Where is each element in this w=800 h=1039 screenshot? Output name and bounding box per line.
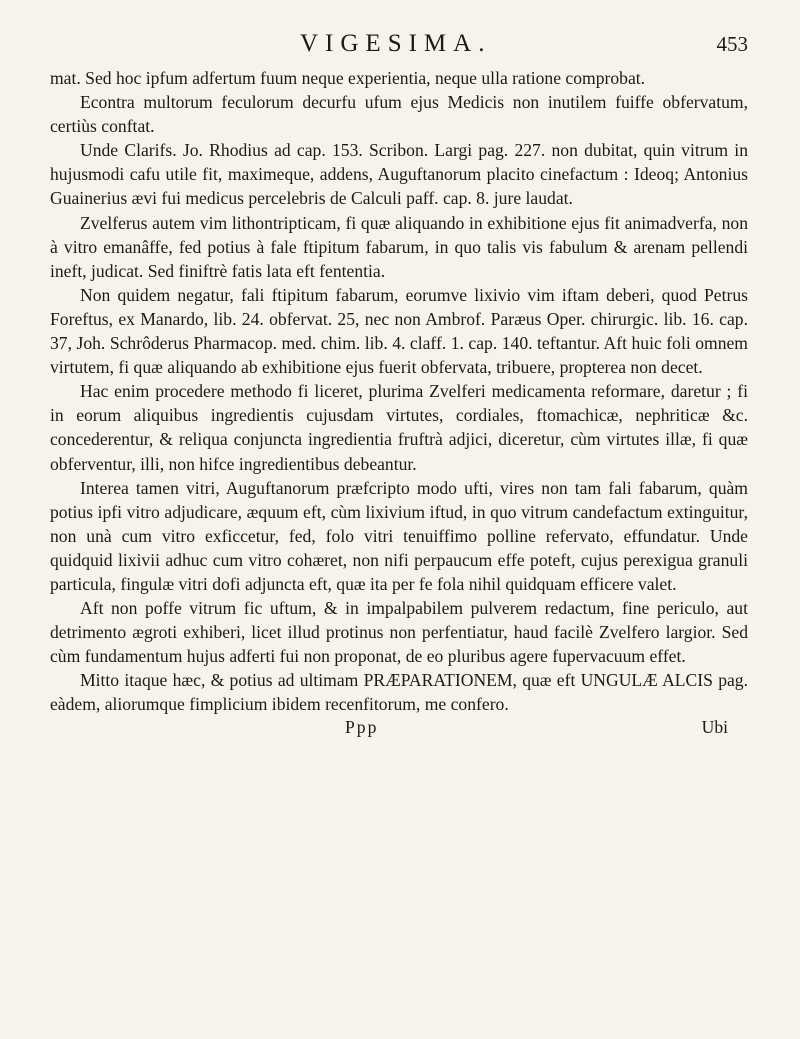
- body-text: [50, 66, 748, 717]
- paragraph: Econtra multorum feculorum decurfu ufum ejus Medicis non inutilem fuiffe obfervatum, certiùs conftat.: [50, 92, 748, 137]
- page-footer: [50, 717, 748, 741]
- paragraph: Hac enim procedere methodo fi liceret, plurima Zvelferi medicamenta reformare, daretur ; fi in eorum aliquibus ingredientis cujusdam virtutes, cordiales, ftomachicæ, nephriticæ &c. concederentur, & reliqua conjuncta ingredientia fruftrà adjici, diceretur, cùm virtutes illæ, fi quæ obferventur, illi, non hifce ingredientibus debeantur.: [50, 381, 748, 474]
- page-number: 453: [716, 32, 748, 56]
- paragraph: Zvelferus autem vim lithontripticam, fi quæ aliquando in exhibitione ejus fit animadverfa, non à vitro emanâffe, fed potius à fale ftipitum fabarum, in quo talis vis fabulum & arenam pellendi ineft, judicat. Sed finiftrè fatis lata eft fententia.: [50, 212, 748, 281]
- running-title: VIGESIMA.: [300, 30, 492, 57]
- paragraph: Mitto itaque hæc, & potius ad ultimam PRÆPARATIONEM, quæ eft UNGULÆ ALCIS pag. eàdem, aliorumque fimplicium ibidem recenfitorum, me confero.: [50, 670, 748, 715]
- running-head: [50, 30, 748, 66]
- paragraph: Non quidem negatur, fali ftipitum fabarum, eorumve lixivio vim iftam deberi, quod Petrus Foreftus, ex Manardo, lib. 24. obfervat. 25, nec non Ambrof. Paræus Oper. chirurgic. lib. 16. cap. 37, Joh. Schrôderus Pharmacop. med. chim. lib. 4. claff. 1. cap. 140. teftantur. Aft huic foli omnem virtutem, fi quæ aliquando ab exhibitione ejus fuerit obfervata, tribuere, propterea non decet.: [50, 284, 748, 378]
- paragraph: Unde Clarifs. Jo. Rhodius ad cap. 153. Scribon. Largi pag. 227. non dubitat, quin vitrum in hujusmodi cafu utile fit, maximeque, addens, Auguftanorum placito cinefactum : Ideoq; Antonius Guainerius ævi fui medicus percelebris de Calculi paff. cap. 8. jure laudat.: [50, 140, 748, 209]
- signature-mark: Ppp: [345, 716, 379, 737]
- paragraph: mat. Sed hoc ipfum adfertum fuum neque experientia, neque ulla ratione comprobat.: [50, 68, 646, 88]
- paragraph: Interea tamen vitri, Auguftanorum præfcripto modo ufti, vires non tam fali fabarum, quàm potius ipfi vitro adjudicare, æquum eft, cùm lixivium iftud, in quo vitrum candefactum extinguitur, non unà cum vitro exficcetur, fed, folo vitri tenuiffimo polline refervato, effundatur. Unde quidquid lixivii adhuc cum vitro cohæret, non nifi perpaucum effe poteft, cujus perexigua granuli particula, fingulæ vitri dofi adjuncta eft, quæ ita per fe fola nihil quidquam efficere valet.: [50, 477, 748, 594]
- paragraph: Aft non poffe vitrum fic uftum, & in impalpabilem pulverem redactum, fine periculo, aut detrimento ægroti exhiberi, licet illud protinus non perfentiatur, haud facilè Zvelfero largior. Sed cùm fundamentum hujus adferti fui non proponat, de eo pluribus agere fupervacuum effet.: [50, 598, 748, 667]
- catchword: Ubi: [701, 716, 728, 737]
